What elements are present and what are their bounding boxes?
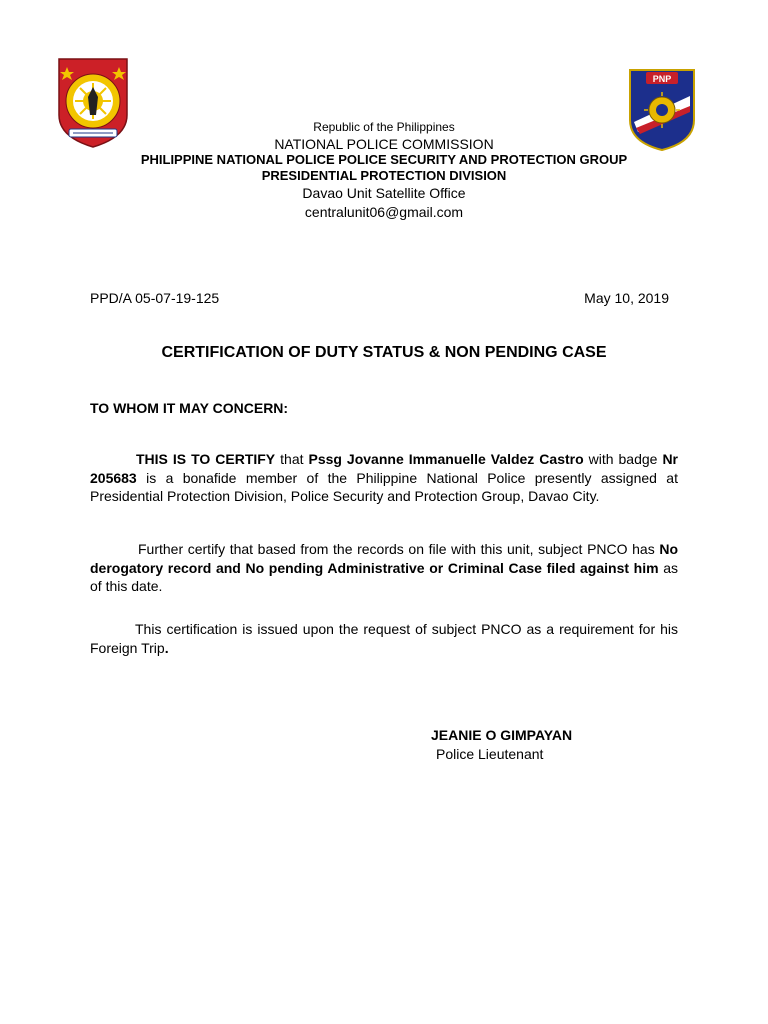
paragraph-records [90, 540, 678, 596]
p3-period: . [164, 639, 169, 656]
svg-text:PNP: PNP [652, 74, 672, 84]
header-email: centralunit06@gmail.com [304, 204, 464, 220]
p2-text-2: as of this date. [90, 559, 678, 594]
header-group: PHILIPPINE NATIONAL POLICE POLICE SECURITY AND PROTECTION GROUP [140, 152, 628, 167]
p2-text-1: Further certify that based from the records on file with this unit, subject PNCO has [138, 541, 660, 557]
signatory-name: JEANIE O GIMPAYAN [431, 727, 573, 743]
no-derogatory-record: No derogatory record and No pending Administrative or Criminal Case filed against him [90, 541, 678, 576]
certify-lead: THIS IS TO CERTIFY [136, 451, 276, 467]
salutation: TO WHOM IT MAY CONCERN: [90, 400, 289, 416]
paragraph-certify [90, 450, 678, 506]
document-title: CERTIFICATION OF DUTY STATUS & NON PENDING CASE [161, 344, 607, 361]
paragraph-purpose [90, 620, 678, 657]
p1-text-2: with badge [583, 451, 663, 467]
p1-text-3: is a bonafide member of the Philippine National Police presently assigned at Presidential Protection Division, Police Security and Protection Group, Davao City. [90, 469, 678, 504]
p1-text-1: that [275, 451, 309, 467]
header-republic: Republic of the Philippines [313, 120, 455, 134]
badge-number: Nr 205683 [90, 451, 678, 486]
p3-text-1: This certification is issued upon the request of subject PNCO as a requirement for his Foreign Trip [90, 621, 678, 656]
header-commission: NATIONAL POLICE COMMISSION [274, 136, 494, 152]
header-office: Davao Unit Satellite Office [302, 185, 466, 201]
signatory-rank: Police Lieutenant [436, 746, 544, 762]
member-name: Pssg Jovanne Immanuelle Valdez Castro [308, 451, 584, 467]
document-date: May 10, 2019 [584, 290, 669, 306]
header-division: PRESIDENTIAL PROTECTION DIVISION [261, 168, 507, 183]
reference-number: PPD/A 05-07-19-125 [90, 290, 220, 306]
